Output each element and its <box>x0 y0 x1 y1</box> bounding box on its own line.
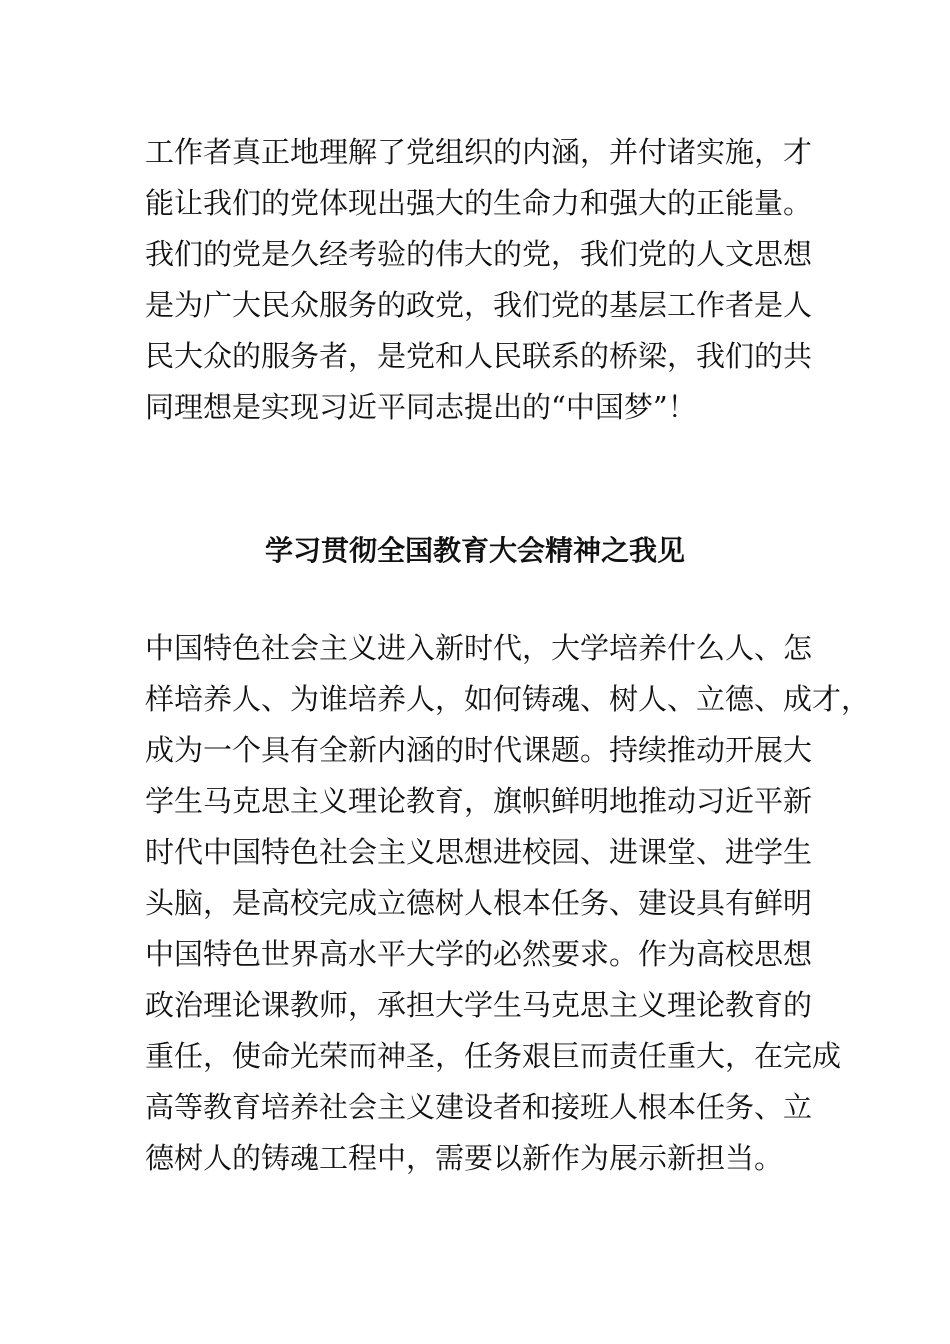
paragraph-line: 学生马克思主义理论教育，旗帜鲜明地推动习近平新 <box>145 784 813 818</box>
paragraph-line: 我们的党是久经考验的伟大的党，我们党的人文思想 <box>145 237 813 271</box>
paragraph-line: 同理想是实现习近平同志提出的“中国梦”！ <box>145 390 697 424</box>
paragraph-line: 重任，使命光荣而神圣，任务艰巨而责任重大，在完成 <box>145 1039 842 1073</box>
paragraph-line: 样培养人、为谁培养人，如何铸魂、树人、立德、成才， <box>145 682 871 716</box>
paragraph-line: 中国特色社会主义进入新时代，大学培养什么人、怎 <box>145 631 813 665</box>
paragraph-line: 高等教育培养社会主义建设者和接班人根本任务、立 <box>145 1090 813 1124</box>
paragraph-line: 德树人的铸魂工程中，需要以新作为展示新担当。 <box>145 1141 784 1175</box>
paragraph-line: 中国特色世界高水平大学的必然要求。作为高校思想 <box>145 937 813 971</box>
paragraph-line: 工作者真正地理解了党组织的内涵，并付诸实施，才 <box>145 135 813 169</box>
paragraph-line: 成为一个具有全新内涵的时代课题。持续推动开展大 <box>145 733 813 767</box>
paragraph-line: 头脑，是高校完成立德树人根本任务、建设具有鲜明 <box>145 886 813 920</box>
paragraph-line: 政治理论课教师，承担大学生马克思主义理论教育的 <box>145 988 813 1022</box>
paragraph-line: 是为广大民众服务的政党，我们党的基层工作者是人 <box>145 288 813 322</box>
paragraph-line: 时代中国特色社会主义思想进校园、进课堂、进学生 <box>145 835 813 869</box>
section-title: 学习贯彻全国教育大会精神之我见 <box>264 534 685 567</box>
paragraph-line: 能让我们的党体现出强大的生命力和强大的正能量。 <box>145 186 813 220</box>
paragraph-line: 民大众的服务者，是党和人民联系的桥梁，我们的共 <box>145 339 813 373</box>
